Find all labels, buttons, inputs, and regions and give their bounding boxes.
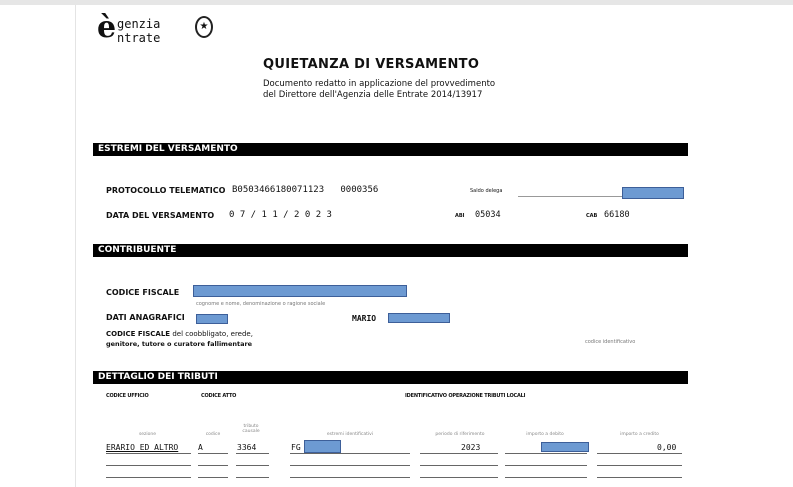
col-tributo: tributo causale bbox=[242, 424, 260, 434]
identificativo-label: IDENTIFICATIVO OPERAZIONE TRIBUTI LOCALI bbox=[405, 393, 526, 399]
redacted-debito bbox=[541, 442, 589, 452]
dati-anagrafici-label: DATI ANAGRAFICI bbox=[106, 313, 185, 322]
redacted-nome bbox=[388, 313, 450, 323]
logo-line2: ntrate bbox=[117, 31, 161, 45]
saldo-label: Saldo delega bbox=[470, 188, 503, 194]
row-codice: A bbox=[198, 443, 203, 452]
col-debito: importo a debito bbox=[526, 432, 564, 437]
subtitle-2: del Direttore dell'Agenzia delle Entrate 2014/13917 bbox=[263, 90, 483, 100]
col-credito: importo a credito bbox=[620, 432, 659, 437]
cab-label: CAB bbox=[586, 213, 598, 219]
data-value: 0 7 / 1 1 / 2 0 2 3 bbox=[229, 210, 332, 220]
codice-ufficio-label: CODICE UFFICIO bbox=[106, 393, 149, 399]
cab-value: 66180 bbox=[604, 210, 630, 220]
page-edge bbox=[75, 5, 76, 487]
logo-letter: è bbox=[97, 10, 117, 45]
redacted-cognome bbox=[196, 314, 228, 324]
row-sezione: ERARIO ED ALTRO bbox=[106, 443, 179, 452]
col-estremi: estremi identificativi bbox=[326, 432, 374, 437]
abi-label: ABI bbox=[455, 213, 465, 219]
codice-fiscale-label: CODICE FISCALE bbox=[106, 288, 180, 297]
section-tributi-header: DETTAGLIO DEI TRIBUTI bbox=[93, 371, 688, 384]
cognome-hint: cognome e nome, denominazione o ragione sociale bbox=[196, 301, 326, 307]
section-estremi-header: ESTREMI DEL VERSAMENTO bbox=[93, 143, 688, 156]
data-label: DATA DEL VERSAMENTO bbox=[106, 211, 215, 220]
redacted-estremi bbox=[304, 440, 341, 453]
redacted-saldo bbox=[622, 187, 684, 199]
row-estremi: FG bbox=[291, 443, 301, 452]
coobbligato-label bbox=[106, 330, 253, 338]
emblem-icon: ★ bbox=[195, 16, 213, 38]
protocollo-value: B0503466180071123 0000356 bbox=[232, 185, 379, 195]
abi-value: 05034 bbox=[475, 210, 501, 220]
redacted-codice-fiscale bbox=[193, 285, 407, 297]
top-strip bbox=[0, 0, 793, 5]
row-credito: 0,00 bbox=[657, 443, 677, 452]
coobbligato-rest: del coobbligato, erede, bbox=[170, 330, 253, 338]
codice-atto-label: CODICE ATTO bbox=[201, 393, 237, 399]
protocollo-label: PROTOCOLLO TELEMATICO bbox=[106, 186, 226, 195]
col-codice: codice bbox=[205, 432, 221, 437]
row-tributo: 3364 bbox=[237, 443, 257, 452]
col-periodo: periodo di riferimento bbox=[435, 432, 485, 437]
col-sezione: sezione bbox=[138, 432, 157, 437]
coobbligato-line2: genitore, tutore o curatore fallimentare bbox=[106, 340, 253, 348]
page-title: QUIETANZA DI VERSAMENTO bbox=[263, 57, 480, 72]
codice-identificativo-hint: codice identificativo bbox=[585, 339, 636, 345]
agenzia-entrate-logo bbox=[97, 10, 227, 48]
nome-value: MARIO bbox=[352, 314, 377, 323]
coobbligato-bold: CODICE FISCALE bbox=[106, 330, 171, 338]
subtitle-1: Documento redatto in applicazione del provvedimento bbox=[263, 79, 496, 89]
row-periodo: 2023 bbox=[461, 443, 481, 452]
logo-line1: genzia bbox=[117, 17, 161, 31]
section-contribuente-header: CONTRIBUENTE bbox=[93, 244, 688, 257]
